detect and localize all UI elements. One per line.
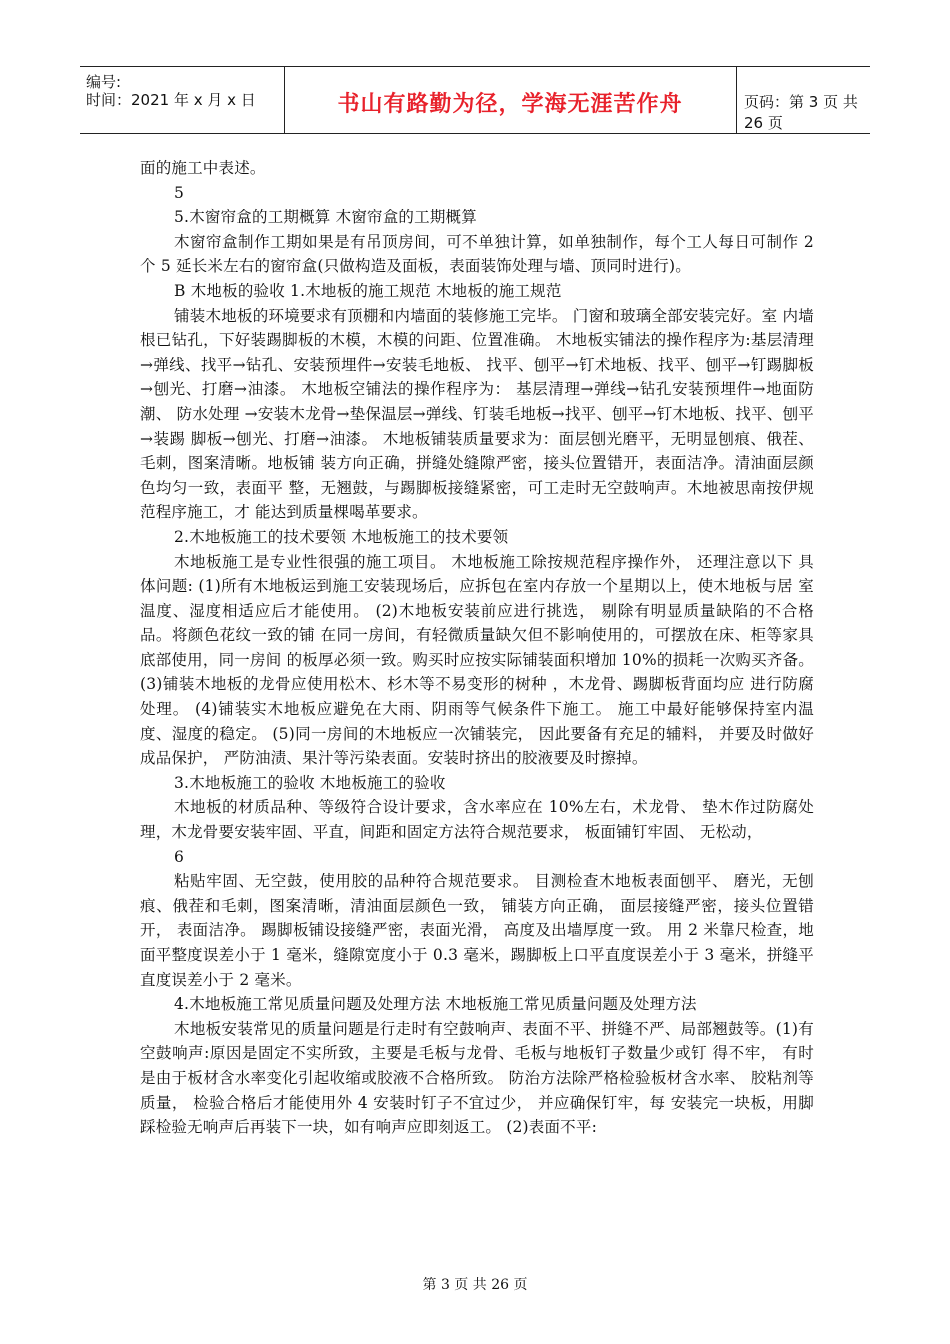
paragraph: 木地板的材质品种、等级符合设计要求，含水率应在 10%左右，术龙骨、 垫木作过防腐处理，木龙骨要安装牢固、平直，间距和固定方法符合规范要求， 板面铺钉牢固、 无松动， — [140, 798, 814, 842]
paragraph: 木窗帘盒制作工期如果是有吊顶房间，可不单独计算，如单独制作，每个工人每日可制作 2 个 5 延长米左右的窗帘盒(只做构造及面板，表面装饰处理与墙、顶同时进行)。 — [140, 232, 814, 276]
header-motto: 书山有路勤为径，学海无涯苦作舟 — [337, 92, 683, 117]
header-divider-left — [284, 67, 285, 133]
source-page-number: 5 — [174, 183, 185, 202]
document-body — [140, 156, 814, 1140]
source-page-number: 6 — [174, 847, 185, 866]
section-heading: 5.木窗帘盒的工期概算 木窗帘盒的工期概算 — [174, 208, 477, 227]
section-heading: B 木地板的验收 1.木地板的施工规范 木地板的施工规范 — [174, 281, 562, 300]
page-footer: 第 3 页 共 26 页 — [422, 1277, 528, 1293]
paragraph: 木地板施工是专业性很强的施工项目。 木地板施工除按规范程序操作外， 还理注意以下 具体问题: (1)所有木地板运到施工安装现场后，应拆包在室内存放一个星期以上，使木地板与居 室温度、湿度相适应后才能使用。 (2)木地板安装前应进行挑选， 剔除有明显质量缺陷的不合格品。将颜色花纹一致的铺 在同一房间，有轻微质量缺欠但不影响使用的，可摆放在床、柜等家具底部使用，同一房间 的板厚必须一致。购买时应按实际铺装面积增加 10%的损耗一次购买齐备。 (3)铺装木地板的龙骨应使用松木、杉木等不易变形的树种 ，木龙骨、踢脚板背面均应 进行防腐处理。 (4)铺装实木地板应避免在大雨、阴雨等气候条件下施工。 施工中最好能够保持室内温 度、湿度的稳定。 (5)同一房间的木地板应一次铺装完， 因此要备有充足的辅料， 并要及时做好成品保护， 严防油渍、果汁等污染表面。安装时挤出的胶液要及时擦掉。 — [140, 552, 814, 768]
paragraph: 粘贴牢固、无空鼓，使用胶的品种符合规范要求。 目测检查木地板表面刨平、 磨光，无刨痕、俄茬和毛刺，图案清晰，清油面层颜色一致， 铺装方向正确， 面层接缝严密，接头位置错开， 表面洁净。 踢脚板铺设接缝严密，表面光滑， 高度及出墙厚度一致。 用 2 米靠尺检查，地面平整度误差小于 1 毫米，缝隙宽度小于 0.3 毫米，踢脚板上口平直度误差小于 3 毫米，拼缝平直度误差小于 2 毫米。 — [140, 872, 814, 989]
document-date: 时间：2021 年 x 月 x 日 — [86, 91, 256, 109]
section-heading: 2.木地板施工的技术要领 木地板施工的技术要领 — [174, 527, 509, 546]
paragraph: 铺装木地板的环境要求有顶棚和内墙面的装修施工完毕。 门窗和玻璃全部安装完好。室 内墙根已钻孔，下好装踢脚板的木模，木模的问距、位置准确。 木地板实铺法的操作程序为:基层清理→弹线、找平→钻孔、安装预埋件→安装毛地板、 找平、刨平→钉术地板、找平、刨平→钉踢脚板→刨光、打磨→油漆。 木地板空铺法的操作程序为： 基层清理→弹线→钻孔安装预埋件→地面防潮、 防水处理 →安装木龙骨→垫保温层→弹线、钉装毛地板→找平、刨平→钉木地板、找平、刨平→装踢 脚板→刨光、打磨→油漆。 木地板铺装质量要求为：面层刨光磨平，无明显刨痕、俄茬、毛刺，图案清晰。地板铺 装方向正确，拼缝处缝隙严密，接头位置错开，表面洁净。清油面层颜色均匀一致，表面平 整，无翘鼓，与踢脚板接缝紧密，可工走时无空鼓响声。木地被思南按伊规范程序施工，才 能达到质量棵喝革要求。 — [140, 306, 814, 522]
section-heading: 3.木地板施工的验收 木地板施工的验收 — [174, 773, 446, 792]
paragraph: 木地板安装常见的质量问题是行走时有空鼓响声、表面不平、拼缝不严、局部翘鼓等。(1)有空鼓响声:原因是固定不实所致，主要是毛板与龙骨、毛板与地板钉子数量少或钉 得不牢， 有时是由于板材含水率变化引起收缩或胶液不合格所致。 防治方法除严格检验板材含水率、 胶粘剂等质量， 检验合格后才能使用外 4 安装时钉子不宜过少， 并应确保钉牢，每 安装完一块板，用脚踩检验无响声后再装下一块，如有响声应即刻返工。 (2)表面不平: — [140, 1019, 814, 1137]
page-header — [80, 66, 870, 134]
paragraph: 面的施工中表述。 — [140, 159, 266, 177]
section-heading: 4.木地板施工常见质量问题及处理方法 木地板施工常见质量问题及处理方法 — [174, 995, 697, 1014]
header-meta — [86, 73, 284, 109]
header-divider-right — [736, 67, 737, 133]
document-number-label: 编号: — [86, 73, 122, 91]
header-page-info: 页码：第 3 页 共 26 页 — [744, 93, 858, 132]
